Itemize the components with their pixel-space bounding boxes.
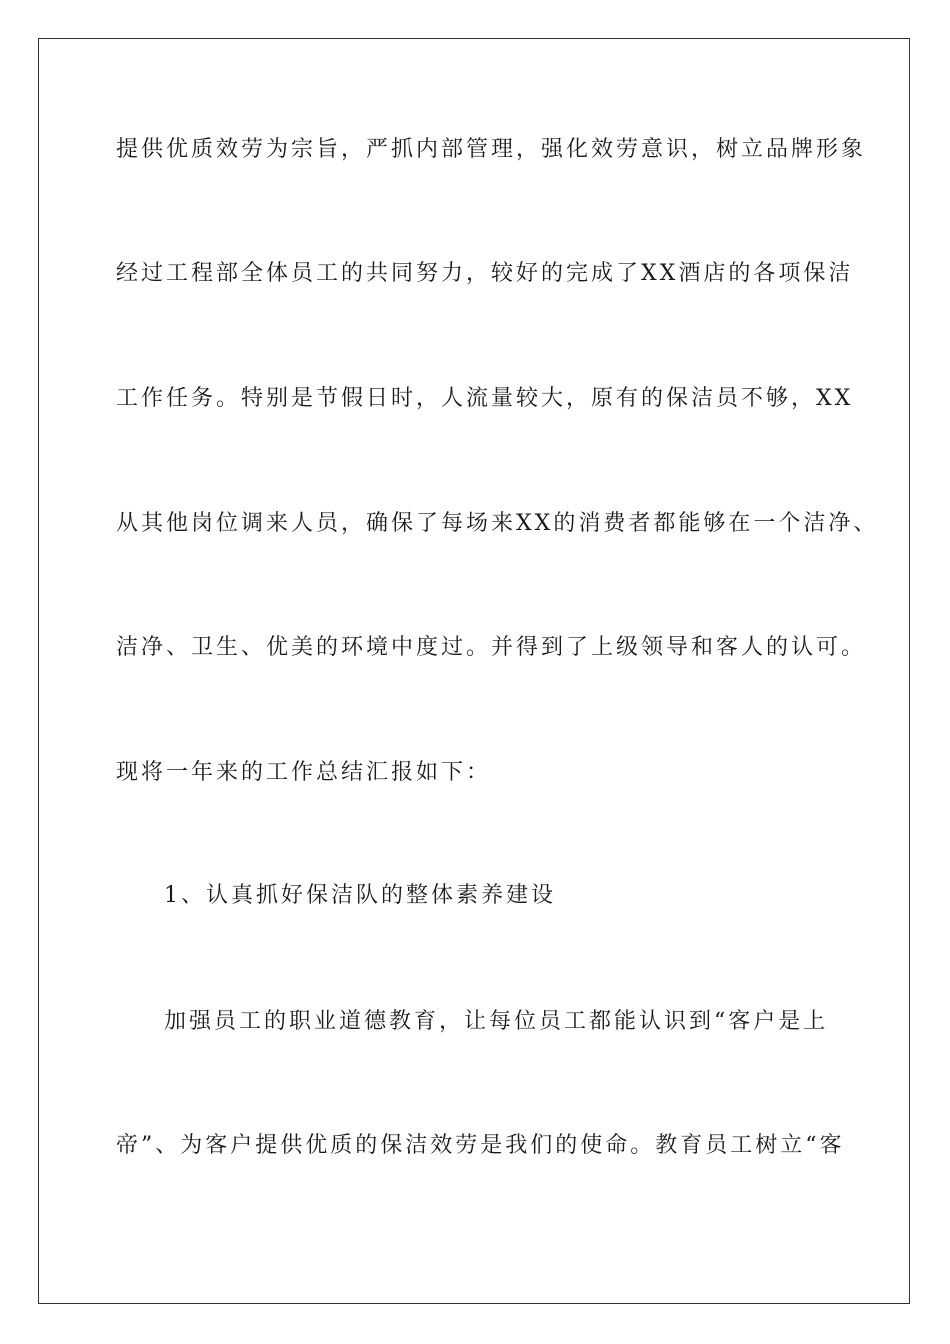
paragraph-line: 加强员工的职业道德教育，让每位员工都能认识到“客户是上 bbox=[164, 1009, 829, 1034]
paragraph-line: 帝”、为客户提供优质的保洁效劳是我们的使命。教育员工树立“客 bbox=[116, 1133, 845, 1158]
page-border bbox=[38, 38, 910, 1304]
section-heading: 1、认真抓好保洁队的整体素养建设 bbox=[164, 883, 556, 908]
paragraph-line: 提供优质效劳为宗旨，严抓内部管理，强化效劳意识，树立品牌形象 bbox=[116, 137, 867, 162]
paragraph-line: 经过工程部全体员工的共同努力，较好的完成了XX酒店的各项保洁 bbox=[116, 261, 854, 286]
paragraph-line: 工作任务。特别是节假日时，人流量较大，原有的保洁员不够，XX bbox=[116, 386, 854, 411]
paragraph-line: 现将一年来的工作总结汇报如下： bbox=[116, 760, 492, 785]
paragraph-line: 洁净、卫生、优美的环境中度过。并得到了上级领导和客人的认可。 bbox=[116, 635, 867, 660]
paragraph-line: 从其他岗位调来人员，确保了每场来XX的消费者都能够在一个洁净、 bbox=[116, 511, 879, 536]
